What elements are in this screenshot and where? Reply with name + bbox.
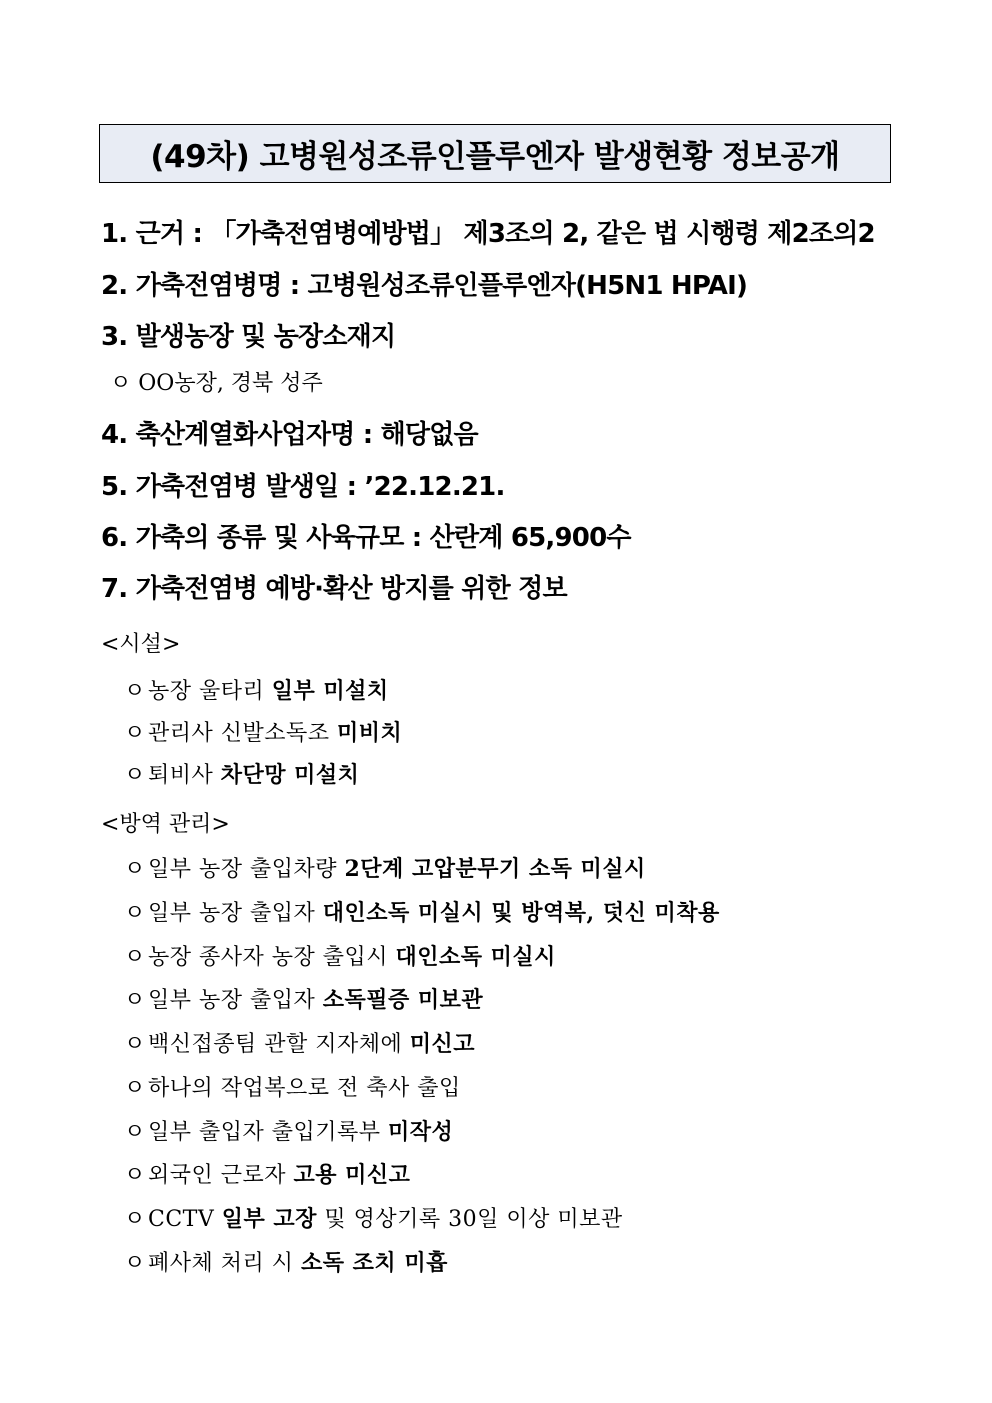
list-item (124, 1248, 448, 1279)
list-item (124, 760, 359, 791)
list-item (124, 676, 389, 707)
list-item (124, 1204, 623, 1235)
item-tail-text: 및 영상기록 30일 이상 미보관 (316, 1207, 623, 1232)
item-bold-text: 소독필증 미보관 (322, 987, 484, 1013)
heading-livestock-scale: 6. 가축의 종류 및 사육규모 : 산란계 65,900수 (101, 523, 631, 553)
item-text: 퇴비사 (148, 763, 221, 788)
heading-integrator: 4. 축산계열화사업자명 : 해당없음 (101, 420, 478, 450)
item-bold-text: 미작성 (388, 1119, 454, 1145)
section-label-biosecurity: <방역 관리> (101, 812, 230, 837)
bullet-circle-icon: ㅇ (124, 1120, 146, 1145)
list-item (124, 942, 556, 973)
bullet-circle-icon: ㅇ (124, 1207, 146, 1232)
item-bold-text: 일부 미설치 (271, 678, 389, 704)
title-box (99, 124, 891, 183)
farm-location-text: ㅇ OO농장, 경북 성주 (110, 371, 323, 396)
section-label-facilities: <시설> (101, 632, 181, 657)
bullet-circle-icon: ㅇ (124, 763, 146, 788)
item-bold-text: 일부 고장 (221, 1206, 317, 1232)
item-bold-text: 고용 미신고 (293, 1162, 411, 1188)
list-item (124, 985, 483, 1016)
item-bold-text: 미비치 (337, 720, 403, 746)
item-bold-text: 대인소독 미실시 및 방역복, 덧신 미착용 (322, 900, 720, 926)
bullet-circle-icon: ㅇ (124, 679, 146, 704)
item-text: CCTV (148, 1207, 222, 1232)
bullet-circle-icon: ㅇ (124, 1251, 146, 1276)
item-text: 일부 출입자 출입기록부 (148, 1120, 389, 1145)
bullet-circle-icon: ㅇ (124, 1076, 146, 1101)
item-bold-text: 미신고 (409, 1031, 476, 1057)
heading-farm-location: 3. 발생농장 및 농장소재지 (101, 322, 396, 352)
bullet-circle-icon: ㅇ (124, 1032, 146, 1057)
list-item (124, 854, 646, 885)
item-bold-text: 소독 조치 미흡 (301, 1250, 448, 1276)
heading-prevention-info: 7. 가축전염병 예방·확산 방지를 위한 정보 (101, 574, 567, 604)
item-bold-text: 2단계 고압분무기 소독 미실시 (344, 856, 646, 882)
list-item (124, 1117, 453, 1148)
heading-disease-name: 2. 가축전염병명 : 고병원성조류인플루엔자(H5N1 HPAI) (101, 271, 748, 301)
page-title: (49차) 고병원성조류인플루엔자 발생현황 정보공개 (150, 139, 840, 175)
item-text: 폐사체 처리 시 (148, 1251, 301, 1276)
item-text: 농장 종사자 농장 출입시 (148, 945, 396, 970)
item-text: 일부 농장 출입자 (148, 901, 323, 926)
list-item (124, 1160, 410, 1191)
bullet-circle-icon: ㅇ (124, 988, 146, 1013)
bullet-circle-icon: ㅇ (124, 857, 146, 882)
item-bold-text: 차단망 미설치 (220, 762, 360, 788)
list-item (124, 1029, 475, 1060)
bullet-circle-icon: ㅇ (124, 945, 146, 970)
item-text: 일부 농장 출입차량 (148, 857, 345, 882)
item-text: 일부 농장 출입자 (148, 988, 323, 1013)
bullet-circle-icon: ㅇ (124, 1163, 146, 1188)
item-text: 외국인 근로자 (148, 1163, 294, 1188)
list-item (124, 1073, 461, 1104)
list-item (124, 718, 402, 749)
item-text: 농장 울타리 (148, 679, 272, 704)
item-text: 하나의 작업복으로 전 축사 출입 (148, 1076, 461, 1101)
item-text: 관리사 신발소독조 (148, 721, 338, 746)
heading-outbreak-date: 5. 가축전염병 발생일 : ’22.12.21. (101, 472, 505, 502)
item-bold-text: 대인소독 미실시 (395, 944, 556, 970)
bullet-circle-icon: ㅇ (124, 721, 146, 746)
item-text: 백신접종팀 관할 지자체에 (148, 1032, 410, 1057)
list-item (124, 898, 720, 929)
bullet-circle-icon: ㅇ (124, 901, 146, 926)
heading-basis: 1. 근거 : 「가축전염병예방법」 제3조의 2, 같은 법 시행령 제2조의2 (101, 219, 875, 249)
